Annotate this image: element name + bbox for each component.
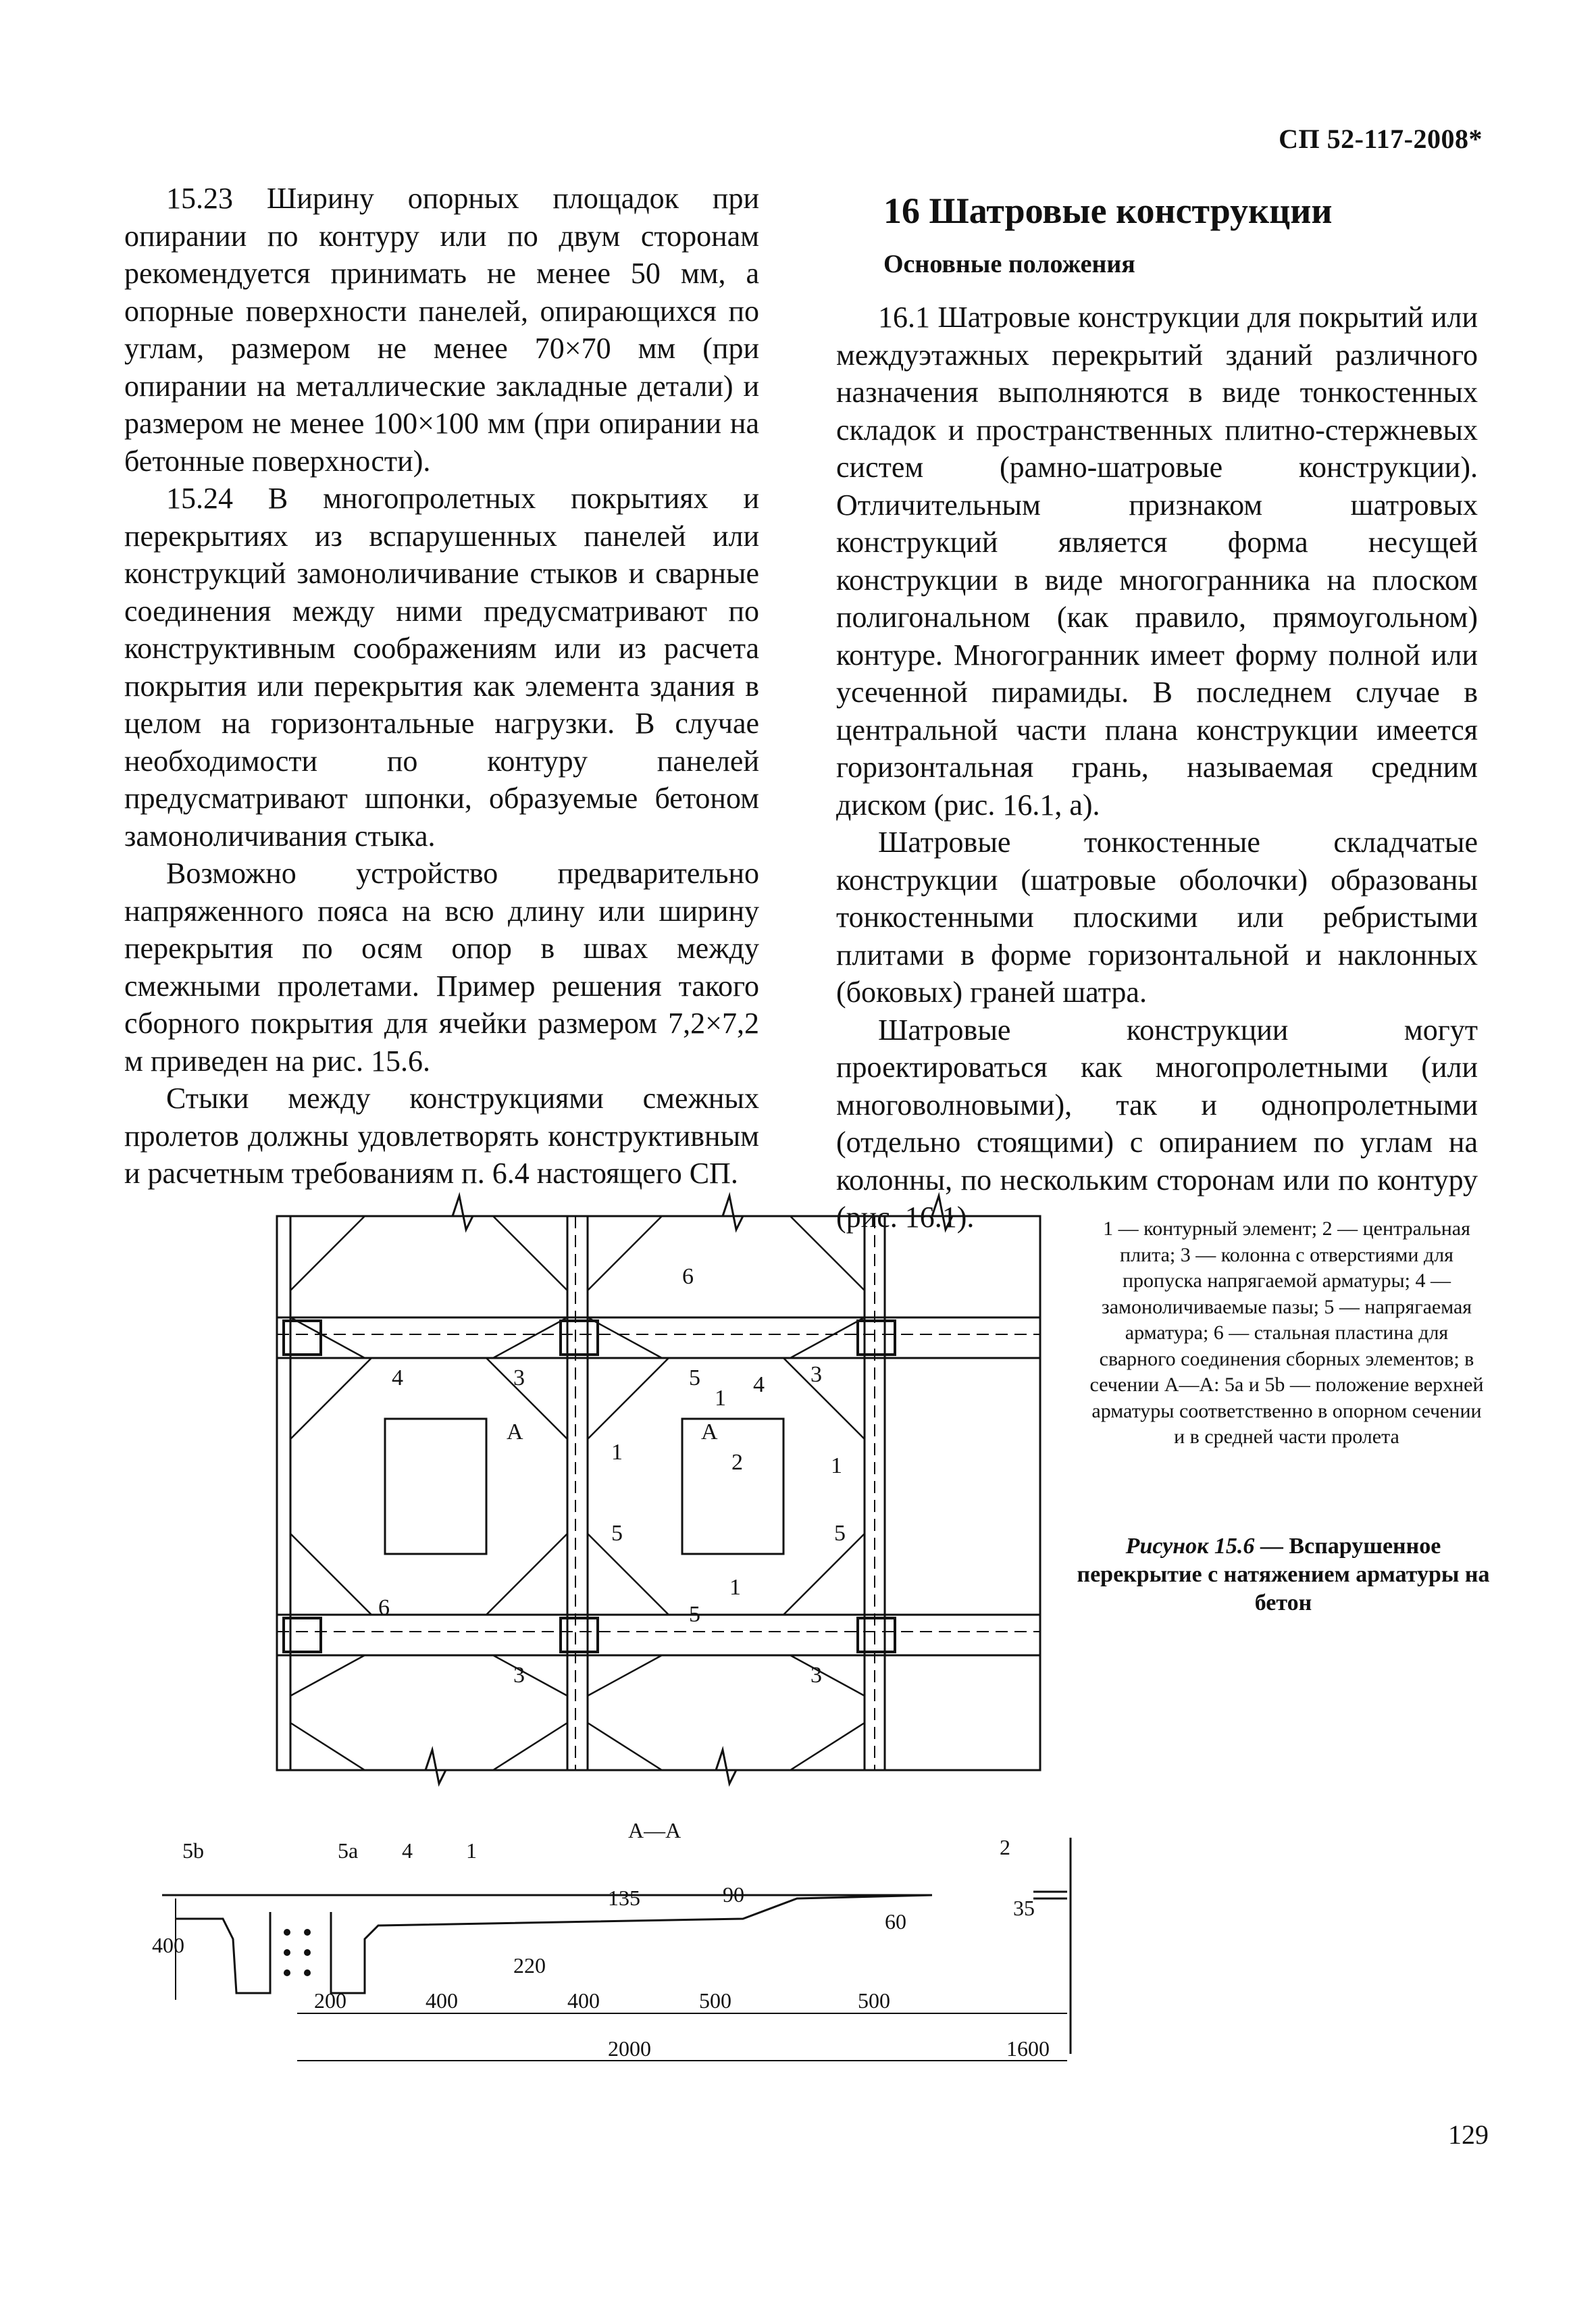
dimension-horizontal: 1600 [1006,2036,1050,2061]
dimension-vertical: 400 [152,1933,184,1957]
section-callout: 4 [402,1838,413,1863]
section-subtitle: Основные положения [883,250,1135,278]
plan-label: А [507,1419,523,1444]
dimension-horizontal: 200 [314,1988,346,2013]
plan-label: 3 [810,1362,822,1387]
section-callout: 2 [1000,1835,1010,1859]
dimension-vertical: 60 [885,1909,906,1934]
paragraph-joints: Стыки между конструкциями смежных пролетов должны удовлетворять конструктивным и расчетным требованиям п. 6.4 настоящего СП. [124,1082,759,1190]
plan-label: 5 [689,1602,700,1627]
right-text-column [836,180,1478,1236]
plan-label: 2 [731,1450,743,1475]
plan-label: А [701,1419,718,1444]
plan-label: 3 [810,1663,822,1688]
plan-label: 5 [689,1365,700,1390]
page-number: 129 [1448,2119,1489,2150]
dimension-horizontal: 2000 [608,2036,651,2061]
paragraph-multispan: Шатровые конструкции могут проектироваться как многопролетными (или многоволновыми), так и однопролетными (отдельно стоящими) с опиранием по углам на колонны, по нескольким сторонам или по контуру (рис. 16.1). [836,1013,1478,1234]
paragraph-16-1: 16.1 Шатровые конструкции для покрытий или междуэтажных перекрытий зданий различного назначения выполняются в виде тонкостенных складок и пространственных плитно-стержневых систем (рамно-шатровые конструкции). Отличительным признаком шатровых конструкций является форма несущей конструкции в виде многогранника на плоском полигональном (как правило, прямоугольном) контуре. Многогранник имеет форму полной или усеченной пирамиды. В последнем случае в центральной части плана конструкции имеется горизонтальная грань, называемая средним диском (рис. 16.1, а). [836,301,1478,822]
dimension-horizontal: 400 [567,1988,600,2013]
section-title: 16 Шатровые конструкции [883,191,1333,231]
figure-caption [1074,1532,1493,1617]
paragraph-thin-walled: Шатровые тонкостенные складчатые конструкции (шатровые оболочки) образованы тонкостенными плоскими или ребристыми плитами в форме горизонтальной и наклонных (боковых) граней шатра. [836,826,1478,1009]
paragraph-15-23: 15.23 Ширину опорных площадок при опирании по контуру или по двум сторонам рекомендуется принимать не менее 50 мм, а опорные поверхности панелей, опирающихся по углам, размером не менее 70×70 мм (при опирании на металлические закладные детали) и размером не менее 100×100 мм (при опирании на бетонные поверхности). [124,182,759,478]
plan-label: 1 [831,1453,842,1478]
plan-label: 1 [611,1440,623,1465]
dimension-vertical: 220 [513,1953,546,1978]
plan-label: 6 [682,1264,694,1289]
plan-label: 4 [392,1365,403,1390]
figure-15-6-drawing [135,1189,1148,2121]
dimension-vertical: 35 [1013,1896,1035,1920]
plan-label: 5 [611,1521,623,1546]
plan-label: 6 [378,1595,390,1620]
paragraph-prestressed-belt: Возможно устройство предварительно напряженного пояса на всю длину или ширину перекрытия по осям опор в швах между смежными пролетами. Пример решения такого сборного покрытия для ячейки размером 7,2×7,2 м приведен на рис. 15.6. [124,857,759,1078]
plan-label: 1 [729,1575,741,1600]
paragraph-15-24: 15.24 В многопролетных покрытиях и перекрытиях из вспарушенных панелей или конструкций замоноличивание стыков и сварные соединения между ними предусматривают по конструктивным соображениям или из расчета покрытия или перекрытия как элемента здания в целом на горизонтальные нагрузки. В случае необходимости по контуру панелей предусматривают шпонки, образуемые бетоном замоноличивания стыка. [124,482,759,853]
figure-legend: 1 — контурный элемент; 2 — центральная плита; 3 — колонна с отверстиями для пропуска напрягаемой арматуры; 4 — замоноличиваемые пазы; 5 — напрягаемая арматура; 6 — стальная пластина для сварного соединения сборных элементов; в сечении А—А: 5a и 5b — положение верхней арматуры соответственно в опорном сечении и в средней части пролета [1089,1217,1484,1448]
plan-label: 4 [753,1372,765,1397]
plan-label: 1 [715,1386,726,1411]
figure-caption-text: — Вспарушенное перекрытие с натяжением арматуры на бетон [1077,1534,1490,1615]
section-callout: 1 [466,1838,477,1863]
dimension-vertical: 90 [723,1882,744,1907]
section-callout: 5b [182,1838,204,1863]
dimension-horizontal: 400 [426,1988,458,2013]
dimension-horizontal: 500 [699,1988,731,2013]
dimension-horizontal: 500 [858,1988,890,2013]
dimension-vertical: 135 [608,1886,640,1910]
document-code-header: СП 52-117-2008* [1279,124,1483,154]
figure-caption-label: Рисунок 15.6 [1125,1534,1255,1559]
section-title-a-a: А—А [628,1818,681,1842]
plan-label: 5 [834,1521,846,1546]
plan-label: 3 [513,1365,525,1390]
plan-label: 3 [513,1663,525,1688]
section-callout: 5a [338,1838,359,1863]
left-text-column [124,180,759,1192]
